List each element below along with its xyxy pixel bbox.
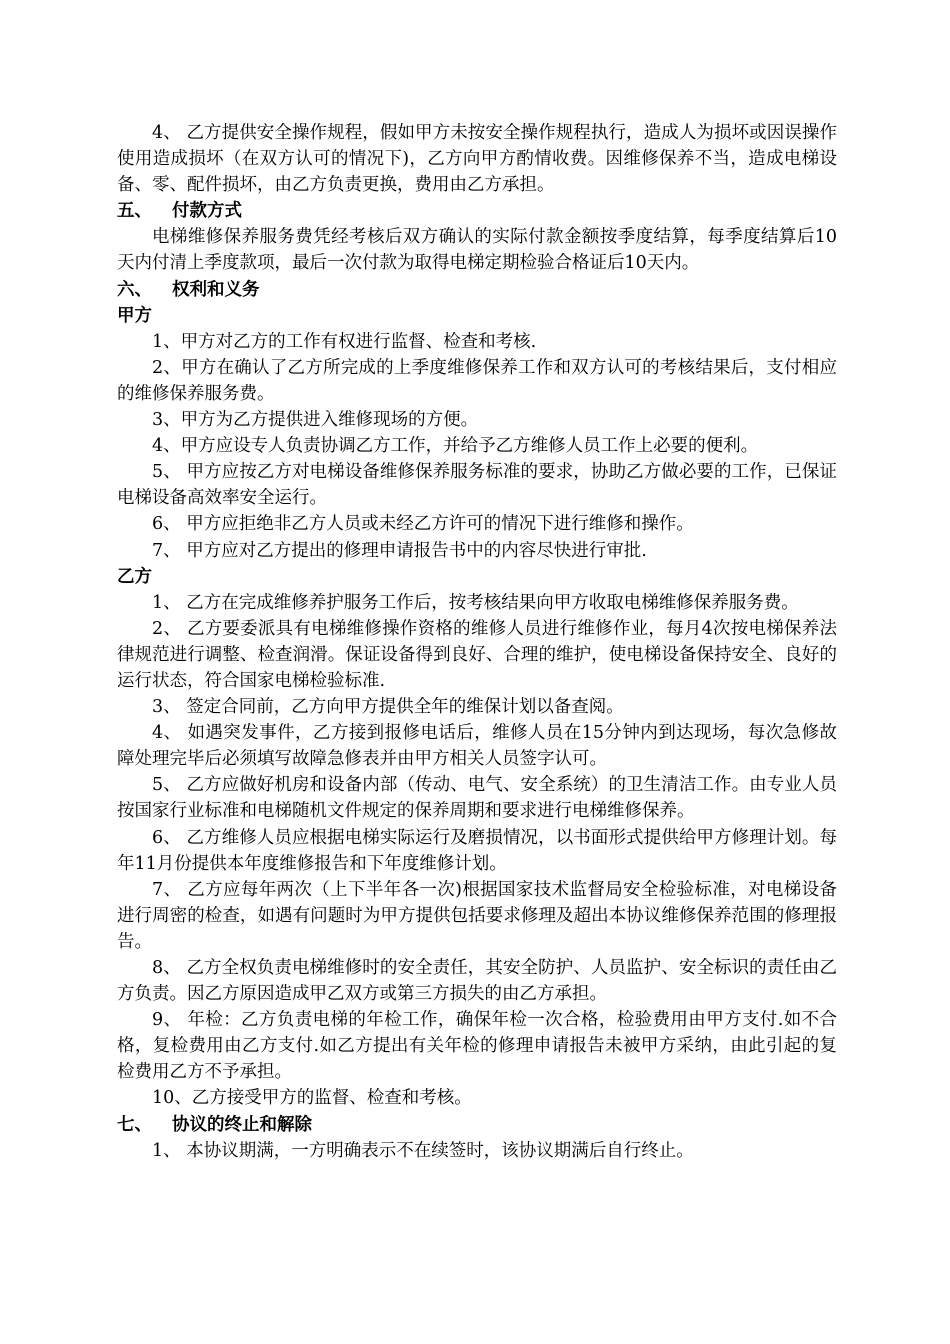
party-b-item-3: 3、 签定合同前，乙方向甲方提供全年的维保计划以备查阅。 <box>152 697 624 718</box>
heading-section6 <box>117 277 837 303</box>
heading-number: 五、 <box>117 201 152 222</box>
party-a-item-7: 7、 甲方应对乙方提出的修理申请报告书中的内容尽快进行审批. <box>152 540 647 561</box>
heading-title: 付款方式 <box>172 201 242 222</box>
paragraph-payment: 电梯维修保养服务费凭经考核后双方确认的实际付款金额按季度结算，每季度结算后10天内付清上季度款项，最后一次付款为取得电梯定期检验合格证后10天内。 <box>117 227 837 274</box>
party-a-item-3: 3、甲方为乙方提供进入维修现场的方便。 <box>152 410 479 431</box>
party-b-item-7: 7、 乙方应每年两次（上下半年各一次)根据国家技术监督局安全检验标准，对电梯设备进行周密的检查，如遇有问题时为甲方提供包括要求修理及超出本协议维修保养范围的修理报告。 <box>117 879 837 952</box>
party-b-item-9: 9、 年检：乙方负责电梯的年检工作，确保年检一次合格，检验费用由甲方支付.如不合格，复检费用由乙方支付.如乙方提出有关年检的修理申请报告未被甲方采纳，由此引起的复检费用乙方不予承担。 <box>117 1010 837 1083</box>
party-b-label: 乙方 <box>117 566 152 587</box>
termination-item-1: 1、 本协议期满，一方明确表示不在续签时，该协议期满后自行终止。 <box>152 1140 694 1161</box>
heading-number: 七、 <box>117 1114 152 1135</box>
document-page <box>117 120 837 1164</box>
party-b-item-2: 2、 乙方要委派具有电梯维修操作资格的维修人员进行维修作业，每月4次按电梯保养法律规范进行调整、检查润滑。保证设备得到良好、合理的维护，使电梯设备保持安全、良好的运行状态，符合国家电梯检验标准. <box>117 618 837 691</box>
party-b-item-6: 6、 乙方维修人员应根据电梯实际运行及磨损情况，以书面形式提供给甲方修理计划。每年11月份提供本年度维修报告和下年度维修计划。 <box>117 827 837 874</box>
paragraph-section4-item4: 4、 乙方提供安全操作规程，假如甲方未按安全操作规程执行，造成人为损坏或因误操作使用造成损坏（在双方认可的情况下)，乙方向甲方酌情收费。因维修保养不当，造成电梯设备、零、配件损坏，由乙方负责更换，费用由乙方承担。 <box>117 123 837 196</box>
party-b-item-8: 8、 乙方全权负责电梯维修时的安全责任，其安全防护、人员监护、安全标识的责任由乙方负责。因乙方原因造成甲乙双方或第三方损失的由乙方承担。 <box>117 958 837 1005</box>
party-a-item-2: 2、甲方在确认了乙方所完成的上季度维修保养工作和双方认可的考核结果后，支付相应的维修保养服务费。 <box>117 357 837 404</box>
party-b-item-10: 10、乙方接受甲方的监督、检查和考核。 <box>152 1088 472 1109</box>
heading-section5 <box>117 198 837 224</box>
party-a-item-4: 4、甲方应设专人负责协调乙方工作，并给予乙方维修人员工作上必要的便利。 <box>152 436 759 457</box>
party-a-item-6: 6、 甲方应拒绝非乙方人员或未经乙方许可的情况下进行维修和操作。 <box>152 514 694 535</box>
party-a-item-1: 1、甲方对乙方的工作有权进行监督、检查和考核. <box>152 331 537 352</box>
heading-section7 <box>117 1112 837 1138</box>
heading-number: 六、 <box>117 279 152 300</box>
party-b-item-5: 5、 乙方应做好机房和设备内部（传动、电气、安全系统）的卫生清洁工作。由专业人员按国家行业标准和电梯随机文件规定的保养周期和要求进行电梯维修保养。 <box>117 775 837 822</box>
party-b-item-4: 4、 如遇突发事件，乙方接到报修电话后，维修人员在15分钟内到达现场，每次急修故障处理完毕后必须填写故障急修表并由甲方相关人员签字认可。 <box>117 723 837 770</box>
party-a-item-5: 5、 甲方应按乙方对电梯设备维修保养服务标准的要求，协助乙方做必要的工作，已保证电梯设备高效率安全运行。 <box>117 462 837 509</box>
party-b-item-1: 1、 乙方在完成维修养护服务工作后，按考核结果向甲方收取电梯维修保养服务费。 <box>152 592 799 613</box>
heading-title: 权利和义务 <box>172 279 260 300</box>
heading-title: 协议的终止和解除 <box>172 1114 312 1135</box>
party-a-label: 甲方 <box>117 305 152 326</box>
